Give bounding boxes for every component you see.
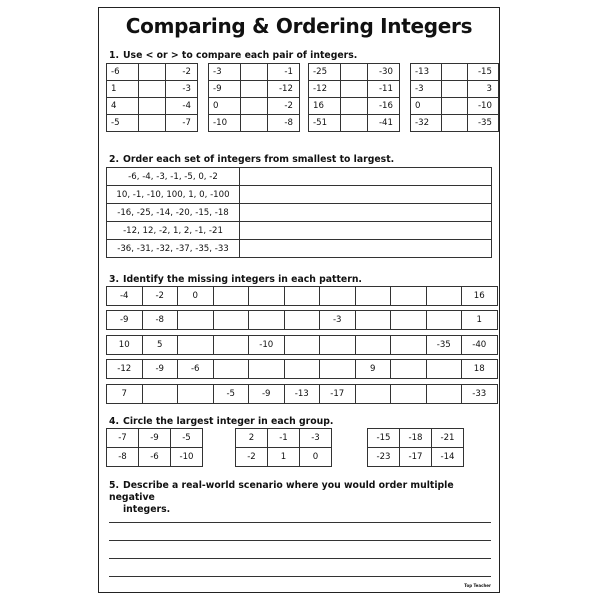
compare-answer-box[interactable] <box>139 81 166 98</box>
pattern-value-cell: -3 <box>320 311 356 330</box>
compare-answer-box[interactable] <box>139 64 166 81</box>
compare-left-value: -51 <box>309 115 341 132</box>
compare-row <box>209 64 300 81</box>
compare-right-value: -11 <box>368 81 400 98</box>
compare-left-value: -5 <box>107 115 139 132</box>
pattern-value-cell: -9 <box>142 360 178 379</box>
pattern-blank-cell[interactable] <box>426 360 462 379</box>
question-2-text: Order each set of integers from smallest to largest. <box>123 154 395 165</box>
pattern-row <box>106 359 498 379</box>
compare-left-value: 0 <box>411 98 442 115</box>
pattern-blank-cell[interactable] <box>391 385 427 404</box>
group-integer[interactable]: -7 <box>107 429 139 448</box>
compare-right-value: -41 <box>368 115 400 132</box>
compare-row <box>107 98 198 115</box>
compare-answer-box[interactable] <box>341 81 368 98</box>
group-integer[interactable]: -14 <box>432 448 464 467</box>
compare-row <box>309 98 400 115</box>
footer-brand: Top Teacher <box>464 583 491 588</box>
compare-row <box>309 64 400 81</box>
compare-table <box>308 63 400 132</box>
order-answer-box[interactable] <box>240 222 492 240</box>
compare-answer-box[interactable] <box>442 64 467 81</box>
compare-row <box>209 81 300 98</box>
group-integer[interactable]: -23 <box>368 448 400 467</box>
compare-right-value: -7 <box>166 115 198 132</box>
compare-answer-box[interactable] <box>241 98 268 115</box>
compare-answer-box[interactable] <box>241 81 268 98</box>
order-answer-box[interactable] <box>240 168 492 186</box>
question-4-number: 4. <box>109 416 120 427</box>
answer-line[interactable] <box>109 558 491 559</box>
compare-left-value: 4 <box>107 98 139 115</box>
pattern-value-cell: -5 <box>213 385 249 404</box>
compare-left-value: -9 <box>209 81 241 98</box>
pattern-blank-cell[interactable] <box>320 336 356 355</box>
compare-left-value: -25 <box>309 64 341 81</box>
group-row <box>236 429 332 448</box>
pattern-blank-cell[interactable] <box>426 311 462 330</box>
pattern-value-cell: -17 <box>320 385 356 404</box>
pattern-blank-cell[interactable] <box>355 385 391 404</box>
question-5-number: 5. <box>109 480 120 491</box>
pattern-blank-cell[interactable] <box>178 311 214 330</box>
compare-left-value: 16 <box>309 98 341 115</box>
compare-answer-box[interactable] <box>241 64 268 81</box>
question-3 <box>109 274 362 285</box>
group-row <box>107 448 203 467</box>
compare-answer-box[interactable] <box>442 115 467 132</box>
order-table <box>106 167 492 258</box>
compare-right-value: 3 <box>467 81 498 98</box>
compare-left-value: -10 <box>209 115 241 132</box>
compare-left-value: -13 <box>411 64 442 81</box>
pattern-value-cell: 0 <box>178 287 214 306</box>
question-1 <box>109 50 357 61</box>
group-integer[interactable]: -2 <box>236 448 268 467</box>
pattern-blank-cell[interactable] <box>391 287 427 306</box>
pattern-row <box>106 286 498 306</box>
group-integer[interactable]: -18 <box>400 429 432 448</box>
pattern-value-cell: -35 <box>426 336 462 355</box>
pattern-row <box>106 384 498 404</box>
question-2-number: 2. <box>109 154 120 165</box>
answer-line[interactable] <box>109 540 491 541</box>
integer-set: -16, -25, -14, -20, -15, -18 <box>107 204 240 222</box>
order-answer-box[interactable] <box>240 186 492 204</box>
compare-row <box>309 115 400 132</box>
compare-left-value: -3 <box>209 64 241 81</box>
compare-row <box>411 115 499 132</box>
pattern-value-cell: -9 <box>107 311 143 330</box>
group-integer[interactable]: -9 <box>139 429 171 448</box>
pattern-blank-cell[interactable] <box>284 360 320 379</box>
pattern-blank-cell[interactable] <box>284 336 320 355</box>
compare-right-value: -30 <box>368 64 400 81</box>
question-2 <box>109 154 394 165</box>
pattern-value-cell: 18 <box>462 360 498 379</box>
pattern-value-cell: -9 <box>249 385 285 404</box>
compare-left-value: -32 <box>411 115 442 132</box>
compare-answer-box[interactable] <box>341 98 368 115</box>
pattern-blank-cell[interactable] <box>426 385 462 404</box>
pattern-value-cell: 9 <box>355 360 391 379</box>
answer-line[interactable] <box>109 522 491 523</box>
pattern-row <box>106 310 498 330</box>
compare-table <box>410 63 499 132</box>
integer-set: 10, -1, -10, 100, 1, 0, -100 <box>107 186 240 204</box>
worksheet-title: Comparing & Ordering Integers <box>125 14 473 38</box>
group-integer[interactable]: -6 <box>139 448 171 467</box>
pattern-value-cell: -6 <box>178 360 214 379</box>
pattern-value-cell: -12 <box>107 360 143 379</box>
compare-right-value: -10 <box>467 98 498 115</box>
compare-right-value: -2 <box>166 64 198 81</box>
group-integer[interactable]: -10 <box>171 448 203 467</box>
pattern-value-cell: -13 <box>284 385 320 404</box>
group-integer[interactable]: 0 <box>300 448 332 467</box>
group-row <box>236 448 332 467</box>
order-row <box>107 168 492 186</box>
pattern-blank-cell[interactable] <box>142 385 178 404</box>
compare-answer-box[interactable] <box>442 81 467 98</box>
group-integer[interactable]: -15 <box>368 429 400 448</box>
group-integer[interactable]: -3 <box>300 429 332 448</box>
compare-right-value: -4 <box>166 98 198 115</box>
integer-set: -36, -31, -32, -37, -35, -33 <box>107 240 240 258</box>
group-integer[interactable]: 1 <box>268 448 300 467</box>
pattern-value-cell: 1 <box>462 311 498 330</box>
compare-row <box>107 81 198 98</box>
compare-right-value: -15 <box>467 64 498 81</box>
pattern-value-cell: -8 <box>142 311 178 330</box>
compare-row <box>411 98 499 115</box>
pattern-blank-cell[interactable] <box>391 311 427 330</box>
pattern-blank-cell[interactable] <box>213 360 249 379</box>
pattern-value-cell: 7 <box>107 385 143 404</box>
compare-left-value: 0 <box>209 98 241 115</box>
compare-row <box>411 81 499 98</box>
group-row <box>368 429 464 448</box>
order-answer-box[interactable] <box>240 204 492 222</box>
pattern-blank-cell[interactable] <box>391 336 427 355</box>
group-integer[interactable]: -17 <box>400 448 432 467</box>
question-4-text: Circle the largest integer in each group. <box>123 416 334 427</box>
pattern-blank-cell[interactable] <box>178 336 214 355</box>
question-5-text: Describe a real-world scenario where you would order multiple negative <box>109 480 454 503</box>
pattern-value-cell: -4 <box>107 287 143 306</box>
order-row <box>107 240 492 258</box>
compare-left-value: -3 <box>411 81 442 98</box>
pattern-row <box>106 335 498 355</box>
question-5 <box>109 480 481 516</box>
question-1-number: 1. <box>109 50 120 61</box>
compare-left-value: -12 <box>309 81 341 98</box>
compare-answer-box[interactable] <box>341 64 368 81</box>
question-3-number: 3. <box>109 274 120 285</box>
compare-row <box>209 98 300 115</box>
question-1-text: Use < or > to compare each pair of integers. <box>123 50 358 61</box>
compare-row <box>309 81 400 98</box>
compare-table <box>208 63 300 132</box>
group-integer[interactable]: -5 <box>171 429 203 448</box>
integer-set: -6, -4, -3, -1, -5, 0, -2 <box>107 168 240 186</box>
pattern-value-cell: 16 <box>462 287 498 306</box>
compare-right-value: -8 <box>268 115 300 132</box>
order-answer-box[interactable] <box>240 240 492 258</box>
compare-answer-box[interactable] <box>241 115 268 132</box>
pattern-value-cell: -40 <box>462 336 498 355</box>
integer-set: -12, 12, -2, 1, 2, -1, -21 <box>107 222 240 240</box>
compare-left-value: -6 <box>107 64 139 81</box>
compare-row <box>411 64 499 81</box>
group-integer[interactable]: 2 <box>236 429 268 448</box>
compare-right-value: -12 <box>268 81 300 98</box>
order-row <box>107 186 492 204</box>
pattern-value-cell: -10 <box>249 336 285 355</box>
compare-right-value: -2 <box>268 98 300 115</box>
order-row <box>107 222 492 240</box>
compare-right-value: -35 <box>467 115 498 132</box>
compare-answer-box[interactable] <box>341 115 368 132</box>
pattern-blank-cell[interactable] <box>284 311 320 330</box>
compare-left-value: 1 <box>107 81 139 98</box>
answer-line[interactable] <box>109 576 491 577</box>
pattern-blank-cell[interactable] <box>426 287 462 306</box>
pattern-value-cell: -33 <box>462 385 498 404</box>
pattern-blank-cell[interactable] <box>355 287 391 306</box>
order-row <box>107 204 492 222</box>
question-5-text-continued: integers. <box>123 504 171 515</box>
compare-answer-box[interactable] <box>139 115 166 132</box>
compare-answer-box[interactable] <box>139 98 166 115</box>
pattern-blank-cell[interactable] <box>213 336 249 355</box>
pattern-blank-cell[interactable] <box>391 360 427 379</box>
pattern-blank-cell[interactable] <box>355 311 391 330</box>
pattern-value-cell: 5 <box>142 336 178 355</box>
question-4 <box>109 416 333 427</box>
group-row <box>368 448 464 467</box>
compare-right-value: -16 <box>368 98 400 115</box>
pattern-value-cell: -2 <box>142 287 178 306</box>
integer-group <box>235 428 332 467</box>
compare-row <box>107 115 198 132</box>
pattern-blank-cell[interactable] <box>249 311 285 330</box>
compare-right-value: -1 <box>268 64 300 81</box>
compare-answer-box[interactable] <box>442 98 467 115</box>
integer-group <box>106 428 203 467</box>
pattern-blank-cell[interactable] <box>355 336 391 355</box>
compare-table <box>106 63 198 132</box>
pattern-blank-cell[interactable] <box>320 360 356 379</box>
pattern-blank-cell[interactable] <box>213 287 249 306</box>
group-row <box>107 429 203 448</box>
group-integer[interactable]: -1 <box>268 429 300 448</box>
compare-right-value: -3 <box>166 81 198 98</box>
group-integer[interactable]: -8 <box>107 448 139 467</box>
pattern-blank-cell[interactable] <box>178 385 214 404</box>
pattern-blank-cell[interactable] <box>320 287 356 306</box>
question-3-text: Identify the missing integers in each pattern. <box>123 274 362 285</box>
pattern-blank-cell[interactable] <box>213 311 249 330</box>
pattern-value-cell: 10 <box>107 336 143 355</box>
group-integer[interactable]: -21 <box>432 429 464 448</box>
pattern-blank-cell[interactable] <box>249 360 285 379</box>
pattern-blank-cell[interactable] <box>284 287 320 306</box>
integer-group <box>367 428 464 467</box>
compare-row <box>107 64 198 81</box>
compare-row <box>209 115 300 132</box>
worksheet <box>98 7 500 593</box>
pattern-blank-cell[interactable] <box>249 287 285 306</box>
